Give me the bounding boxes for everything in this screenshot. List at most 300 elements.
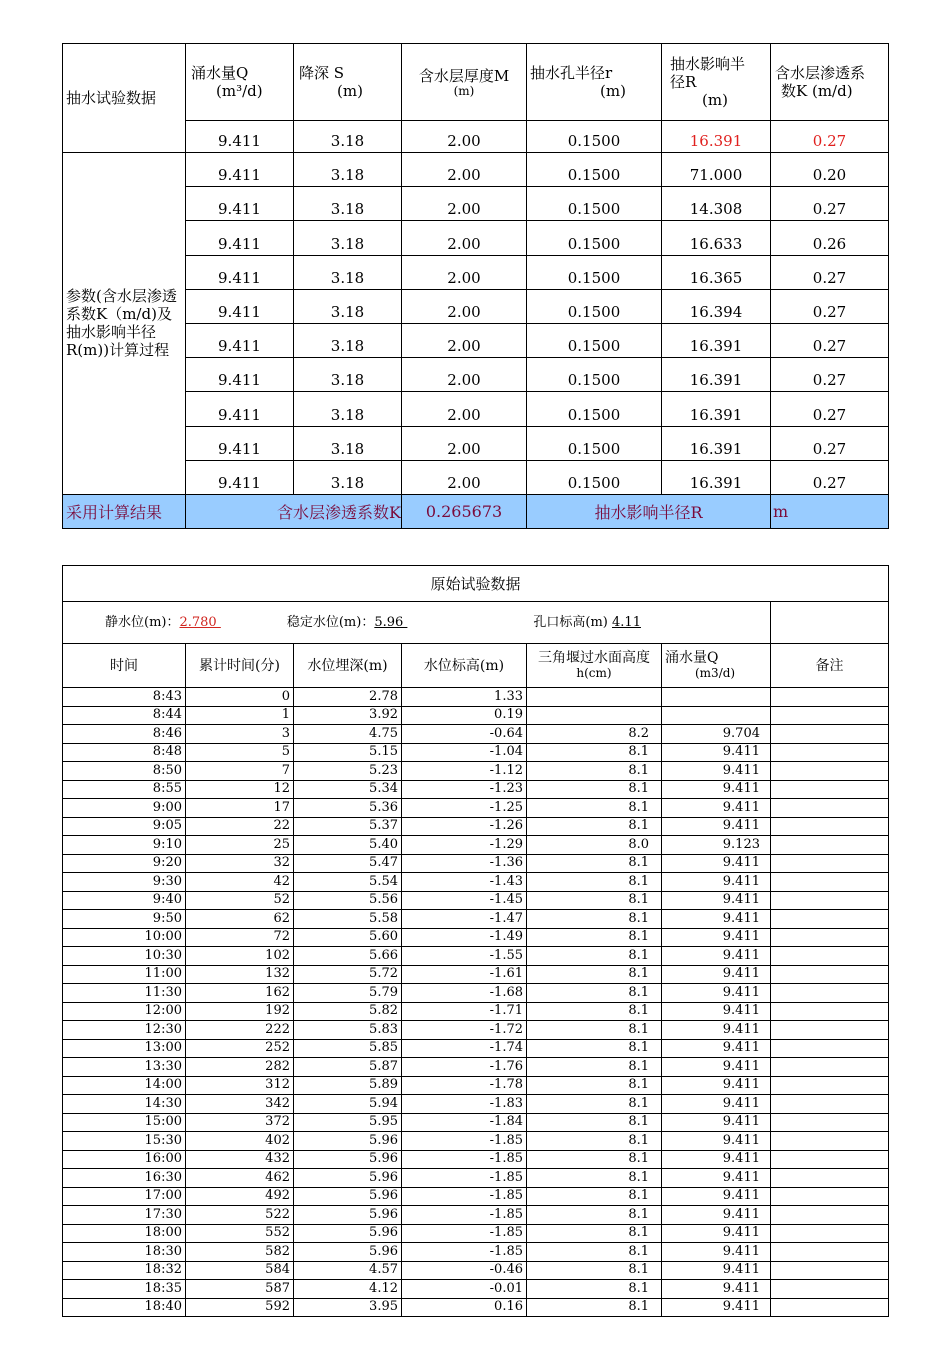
cell: 0.1500 [527, 221, 662, 255]
cell: 9.411 [662, 1021, 771, 1040]
hdr-time: 时间 [63, 644, 186, 688]
cell: 9.411 [662, 1243, 771, 1262]
cell: 52 [186, 891, 294, 910]
table-row [63, 1169, 889, 1188]
cell: 2.00 [402, 358, 527, 392]
cell: 5.96 [294, 1150, 402, 1169]
cell: 2.00 [402, 121, 527, 153]
stable-label: 稳定水位(m)： [286, 614, 375, 630]
table-row [63, 891, 889, 910]
cell: 8.1 [527, 1002, 662, 1021]
table-row [63, 1095, 889, 1114]
cell: 12 [186, 780, 294, 799]
cell: 14:00 [63, 1076, 186, 1095]
cell: -1.45 [402, 891, 527, 910]
cell: 3.18 [294, 426, 402, 460]
cell: 14.308 [662, 187, 771, 221]
note-cell [771, 780, 889, 799]
cell: 8.1 [527, 873, 662, 892]
cell: -1.04 [402, 743, 527, 762]
table-row [63, 1224, 889, 1243]
cell: -1.23 [402, 780, 527, 799]
note-cell [771, 1021, 889, 1040]
cell: 5.56 [294, 891, 402, 910]
cell: 8.1 [527, 1039, 662, 1058]
hdr-depth: 水位埋深(m) [294, 644, 402, 688]
cell: 9:20 [63, 854, 186, 873]
cell: 32 [186, 854, 294, 873]
cell: 8:46 [63, 725, 186, 744]
header-R-l3: (m) [702, 91, 728, 109]
note-cell [771, 725, 889, 744]
cell: 8.1 [527, 854, 662, 873]
cell: 18:30 [63, 1243, 186, 1262]
cell: 16:30 [63, 1169, 186, 1188]
cell: 8.1 [527, 1095, 662, 1114]
cell: 9.411 [186, 358, 294, 392]
cell: -1.43 [402, 873, 527, 892]
table-row [63, 1206, 889, 1225]
table-row [63, 836, 889, 855]
cell: 492 [186, 1187, 294, 1206]
cell: 0.27 [771, 289, 889, 323]
cell: 0.1500 [527, 392, 662, 426]
cell: 8.1 [527, 1261, 662, 1280]
cell: 8:50 [63, 762, 186, 781]
result-k-label: 含水层渗透系数K [186, 494, 402, 528]
cell: 192 [186, 1002, 294, 1021]
table-row [63, 965, 889, 984]
table-row [63, 928, 889, 947]
table-row [63, 1243, 889, 1262]
cell: 0.27 [771, 460, 889, 494]
note-cell [771, 1058, 889, 1077]
note-cell [771, 1187, 889, 1206]
cell: 2.00 [402, 323, 527, 357]
cell: 0.16 [402, 1298, 527, 1317]
result-k-value: 0.265673 [402, 494, 527, 528]
cell: 9.411 [662, 799, 771, 818]
note-cell [771, 1169, 889, 1188]
cell [662, 688, 771, 707]
cell: 162 [186, 984, 294, 1003]
cell: 9.411 [662, 1132, 771, 1151]
cell: 132 [186, 965, 294, 984]
cell: 8:48 [63, 743, 186, 762]
cell: 0.1500 [527, 460, 662, 494]
header-r-l1: 抽水孔半径r [530, 64, 613, 82]
cell: -0.64 [402, 725, 527, 744]
cell: 0.1500 [527, 187, 662, 221]
cell: 9.411 [662, 1224, 771, 1243]
cell: 9.411 [662, 854, 771, 873]
cell: 1 [186, 706, 294, 725]
hdr-q-l1: 涌水量Q [665, 649, 719, 666]
note-cell [771, 1095, 889, 1114]
cell: 8.1 [527, 928, 662, 947]
cell: 9.411 [662, 1298, 771, 1317]
header-k [771, 44, 889, 121]
raw-title: 原始试验数据 [63, 566, 889, 602]
cell: 8.1 [527, 1076, 662, 1095]
cell: 8.1 [527, 1132, 662, 1151]
cell: 8.1 [527, 1280, 662, 1299]
cell: 5.95 [294, 1113, 402, 1132]
cell: 17 [186, 799, 294, 818]
cell: 5.96 [294, 1169, 402, 1188]
cell: 3.18 [294, 289, 402, 323]
table-row [63, 873, 889, 892]
cell: 342 [186, 1095, 294, 1114]
cell: 8.1 [527, 1224, 662, 1243]
cell: 42 [186, 873, 294, 892]
note-cell [771, 928, 889, 947]
cell: 18:35 [63, 1280, 186, 1299]
process-row [63, 392, 889, 426]
header-k-l2: 数K (m/d) [781, 82, 853, 100]
note-cell [771, 1280, 889, 1299]
note-cell [771, 1206, 889, 1225]
cell: 8:55 [63, 780, 186, 799]
process-row [63, 460, 889, 494]
cell: 3.18 [294, 221, 402, 255]
cell: 2.00 [402, 221, 527, 255]
cell: 587 [186, 1280, 294, 1299]
cell: 7 [186, 762, 294, 781]
header-r [527, 44, 662, 121]
table-row [63, 743, 889, 762]
cell-highlight: 16.391 [662, 121, 771, 153]
cell-highlight: 0.27 [771, 121, 889, 153]
cell: 9.411 [186, 460, 294, 494]
cell: 3.18 [294, 187, 402, 221]
cell: 4.12 [294, 1280, 402, 1299]
cell: -1.36 [402, 854, 527, 873]
cell: 9.411 [186, 392, 294, 426]
header-R-l1: 抽水影响半 [670, 55, 746, 73]
cell: 2.00 [402, 289, 527, 323]
cell: -1.12 [402, 762, 527, 781]
cell [527, 706, 662, 725]
cell: 3.92 [294, 706, 402, 725]
cell: 5.94 [294, 1095, 402, 1114]
cell: 13:30 [63, 1058, 186, 1077]
note-cell [771, 817, 889, 836]
cell: -1.47 [402, 910, 527, 929]
cell: 5.89 [294, 1076, 402, 1095]
cell: 5 [186, 743, 294, 762]
cell: 18:00 [63, 1224, 186, 1243]
note-cell [771, 836, 889, 855]
table-row [63, 1113, 889, 1132]
cell: 5.79 [294, 984, 402, 1003]
note-cell [771, 1039, 889, 1058]
cell: 3.18 [294, 323, 402, 357]
cell: 62 [186, 910, 294, 929]
cell: 8.1 [527, 965, 662, 984]
cell: 9.411 [186, 426, 294, 460]
table-row [63, 725, 889, 744]
summary-table [62, 43, 889, 529]
cell: -1.55 [402, 947, 527, 966]
cell: 9.411 [662, 1039, 771, 1058]
cell: -1.83 [402, 1095, 527, 1114]
cell: 16.391 [662, 358, 771, 392]
cell: 9.411 [662, 1187, 771, 1206]
table-row [63, 984, 889, 1003]
cell: 2.00 [402, 392, 527, 426]
cell: 9.411 [662, 928, 771, 947]
cell: 9:00 [63, 799, 186, 818]
cell: -1.85 [402, 1243, 527, 1262]
hdr-note: 备注 [771, 644, 889, 688]
cell: 11:00 [63, 965, 186, 984]
cell: 9.411 [662, 780, 771, 799]
cell: 8.1 [527, 1169, 662, 1188]
note-cell [771, 688, 889, 707]
cell: 5.72 [294, 965, 402, 984]
cell: -1.61 [402, 965, 527, 984]
table-row [63, 910, 889, 929]
cell: 462 [186, 1169, 294, 1188]
cell: 9.411 [186, 289, 294, 323]
cell: 16.391 [662, 460, 771, 494]
cell: 8.1 [527, 1150, 662, 1169]
cell: 9.411 [662, 984, 771, 1003]
cell: 432 [186, 1150, 294, 1169]
hdr-q-l2: (m3/d) [695, 665, 736, 680]
cell: 3.18 [294, 153, 402, 187]
cell: 0.1500 [527, 153, 662, 187]
cell: 17:00 [63, 1187, 186, 1206]
cell: 5.37 [294, 817, 402, 836]
cell: 12:30 [63, 1021, 186, 1040]
cell: 0.27 [771, 255, 889, 289]
cell: -1.76 [402, 1058, 527, 1077]
cell: 0.27 [771, 426, 889, 460]
cell: 5.23 [294, 762, 402, 781]
header-q-l1: 涌水量Q [191, 64, 249, 82]
table-row [63, 1187, 889, 1206]
cell: 8.1 [527, 1021, 662, 1040]
table-row [63, 688, 889, 707]
note-cell [771, 1002, 889, 1021]
note-cell [771, 1261, 889, 1280]
table-row [63, 762, 889, 781]
hdr-cum: 累计时间(分) [186, 644, 294, 688]
cell: 12:00 [63, 1002, 186, 1021]
process-row [63, 426, 889, 460]
cell: 16.394 [662, 289, 771, 323]
cell [527, 688, 662, 707]
cell: 8.1 [527, 1206, 662, 1225]
cell: 372 [186, 1113, 294, 1132]
cell: 8:44 [63, 706, 186, 725]
cell: 2.78 [294, 688, 402, 707]
raw-data-table [62, 565, 889, 1317]
cell: 5.82 [294, 1002, 402, 1021]
cell: 9.411 [662, 762, 771, 781]
table-row [63, 1280, 889, 1299]
header-q-l2: (m³/d) [216, 82, 263, 100]
cell: 5.96 [294, 1224, 402, 1243]
cell: 4.57 [294, 1261, 402, 1280]
cell: 8:43 [63, 688, 186, 707]
cell: 8.0 [527, 836, 662, 855]
cell: 252 [186, 1039, 294, 1058]
cell: 8.1 [527, 891, 662, 910]
cell: 582 [186, 1243, 294, 1262]
cell: 5.83 [294, 1021, 402, 1040]
cell: 0.1500 [527, 426, 662, 460]
cell: 102 [186, 947, 294, 966]
note-cell [771, 743, 889, 762]
cell: 9.411 [186, 221, 294, 255]
cell: 5.47 [294, 854, 402, 873]
cell: 10:00 [63, 928, 186, 947]
cell: -1.29 [402, 836, 527, 855]
table-row [63, 1021, 889, 1040]
cell: 0 [186, 688, 294, 707]
cell: 0.1500 [527, 289, 662, 323]
process-label: 参数(含水层渗透系数K（m/d)及抽水影响半径R(m))计算过程 [63, 153, 186, 495]
elev-value: 4.11 [612, 614, 641, 630]
header-R-l2: 径R [670, 73, 697, 91]
cell: 9:40 [63, 891, 186, 910]
result-label: 采用计算结果 [63, 494, 186, 528]
cell: 552 [186, 1224, 294, 1243]
cell: 8.1 [527, 762, 662, 781]
cell: 16.365 [662, 255, 771, 289]
cell: 5.34 [294, 780, 402, 799]
process-row [63, 289, 889, 323]
cell: 15:00 [63, 1113, 186, 1132]
table-row [63, 1058, 889, 1077]
cell: 2.00 [402, 187, 527, 221]
header-m-l2: (m) [453, 84, 475, 98]
cell: 8.1 [527, 799, 662, 818]
cell: 5.87 [294, 1058, 402, 1077]
cell: 9.411 [662, 1206, 771, 1225]
cell: -1.74 [402, 1039, 527, 1058]
cell: 3.18 [294, 392, 402, 426]
cell: 3.18 [294, 460, 402, 494]
cell: 9.411 [662, 743, 771, 762]
cell: 312 [186, 1076, 294, 1095]
process-row [63, 323, 889, 357]
cell: 8.1 [527, 817, 662, 836]
cell: 5.15 [294, 743, 402, 762]
cell: 9.411 [662, 1280, 771, 1299]
cell: 5.85 [294, 1039, 402, 1058]
cell: 5.96 [294, 1206, 402, 1225]
cell: 8.1 [527, 1113, 662, 1132]
cell: 5.58 [294, 910, 402, 929]
cell: -1.85 [402, 1169, 527, 1188]
cell: 8.1 [527, 780, 662, 799]
cell: 3.18 [294, 358, 402, 392]
cell: 2.00 [402, 460, 527, 494]
header-q [186, 44, 294, 121]
table-row [63, 817, 889, 836]
process-row [63, 153, 889, 187]
header-s-l1: 降深 S [299, 64, 345, 82]
cell: 0.19 [402, 706, 527, 725]
note-cell [771, 1132, 889, 1151]
cell: 18:32 [63, 1261, 186, 1280]
cell: 9.411 [662, 891, 771, 910]
result-row [63, 494, 889, 528]
header-r-l2: (m) [600, 82, 626, 100]
process-row [63, 187, 889, 221]
cell: 0.27 [771, 392, 889, 426]
cell: 9.411 [186, 121, 294, 153]
hdr-weir-l1: 三角堰过水面高度 [538, 649, 650, 666]
cell: -1.85 [402, 1206, 527, 1225]
cell: -1.84 [402, 1113, 527, 1132]
process-row [63, 255, 889, 289]
water-level-info [63, 602, 771, 644]
note-cell [771, 891, 889, 910]
cell: 0.27 [771, 323, 889, 357]
cell: 592 [186, 1298, 294, 1317]
result-R-label: 抽水影响半径R [527, 494, 771, 528]
static-label: 静水位(m)： [105, 614, 180, 630]
table-row [63, 947, 889, 966]
process-row [63, 358, 889, 392]
hdr-weir-l2: h(cm) [576, 665, 612, 680]
cell: 5.54 [294, 873, 402, 892]
cell: 16.633 [662, 221, 771, 255]
cell: 9:05 [63, 817, 186, 836]
cell: 71.000 [662, 153, 771, 187]
cell: 9.411 [662, 1002, 771, 1021]
hdr-weir [527, 644, 662, 688]
cell: 1.33 [402, 688, 527, 707]
cell: 0.20 [771, 153, 889, 187]
table-row [63, 780, 889, 799]
cell: -1.78 [402, 1076, 527, 1095]
cell: 16.391 [662, 426, 771, 460]
cell: -1.71 [402, 1002, 527, 1021]
cell [662, 706, 771, 725]
cell: 9.411 [662, 873, 771, 892]
blank-cell [771, 602, 889, 644]
note-cell [771, 984, 889, 1003]
cell: 5.60 [294, 928, 402, 947]
cell: 14:30 [63, 1095, 186, 1114]
cell: -1.85 [402, 1224, 527, 1243]
cell: -1.85 [402, 1150, 527, 1169]
cell: 9.411 [662, 1261, 771, 1280]
table-row [63, 1132, 889, 1151]
cell: -1.72 [402, 1021, 527, 1040]
cell: 4.75 [294, 725, 402, 744]
cell: 9.411 [662, 1058, 771, 1077]
note-cell [771, 762, 889, 781]
cell: 9:30 [63, 873, 186, 892]
cell: 9.411 [662, 947, 771, 966]
cell: 584 [186, 1261, 294, 1280]
cell: 222 [186, 1021, 294, 1040]
hdr-q [662, 644, 771, 688]
cell: 17:30 [63, 1206, 186, 1225]
cell: 8.1 [527, 1187, 662, 1206]
cell: 0.1500 [527, 358, 662, 392]
table-row [63, 1261, 889, 1280]
cell: -0.01 [402, 1280, 527, 1299]
cell: 9.411 [662, 1095, 771, 1114]
